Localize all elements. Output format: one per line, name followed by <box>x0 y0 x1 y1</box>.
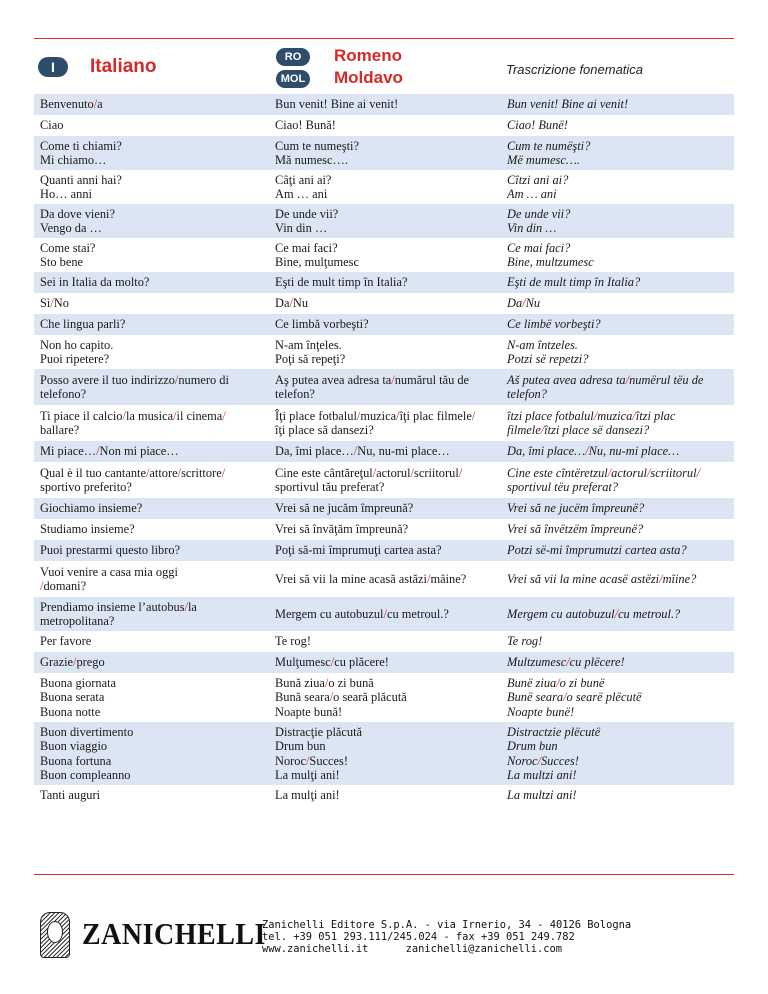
romanian-cell-text: Vrei să învăţăm împreună? <box>275 522 409 537</box>
italian-cell <box>34 238 267 272</box>
romanian-cell-text: Bună ziua/o zi bună Bună seara/o seară plăcută Noapte bună! <box>275 675 407 719</box>
publisher-seal-icon <box>40 912 70 958</box>
column-header <box>34 40 734 92</box>
italian-cell <box>34 293 267 314</box>
slash-separator: / <box>73 655 77 670</box>
slash-separator: / <box>305 753 310 768</box>
publisher-website-link[interactable]: www.zanichelli.it <box>262 943 369 955</box>
phonetic-cell-text: Te rog! <box>507 634 543 649</box>
romanian-cell-text: La mulţi ani! <box>275 788 340 803</box>
romanian-cell <box>267 335 503 369</box>
romanian-cell-text: Ce mai faci? Bine, mulţumesc <box>275 240 359 269</box>
phrase-row <box>34 136 734 170</box>
phrase-row <box>34 94 734 115</box>
phonetic-cell-text: Ce mai faci? Bine, multzumesc <box>507 240 594 269</box>
phrase-row <box>34 722 734 785</box>
italian-cell-text: Prendiamo insieme l’autobus/la metropolitana? <box>40 599 197 628</box>
slash-separator: / <box>632 408 636 423</box>
phonetic-cell-text: Ciao! Bunë! <box>507 118 568 133</box>
italian-column-header <box>38 56 157 78</box>
romanian-cell-text: N-am înţeles. Poţi să repeţi? <box>275 337 346 366</box>
phonetic-cell-text: Da/Nu <box>507 296 541 311</box>
slash-separator: / <box>330 655 335 670</box>
italian-cell-text: Non ho capito. Puoi ripetere? <box>40 337 114 366</box>
slash-separator: / <box>556 675 560 690</box>
phonetic-cell-text: Bunë ziua/o zi bunë Bunë seara/o searë plëcutë Noapte bunë! <box>507 675 642 719</box>
italian-cell <box>34 462 267 498</box>
romanian-cell <box>267 170 503 204</box>
romanian-cell <box>267 540 503 561</box>
italian-cell-text: Vuoi venire a casa mia oggi /domani? <box>40 564 178 593</box>
slash-separator: / <box>410 465 415 480</box>
phrase-row <box>34 597 734 631</box>
romanian-cell <box>267 369 503 405</box>
publisher-address: Zanichelli Editore S.p.A. - via Irnerio, 34 - 40126 Bologna <box>262 919 632 931</box>
phonetic-cell <box>503 597 734 631</box>
romanian-cell-text: Ce limbă vorbeşti? <box>275 317 369 332</box>
phonetic-cell-text: La multzi ani! <box>507 788 577 803</box>
italian-cell <box>34 204 267 238</box>
slash-separator: / <box>383 606 387 621</box>
romanian-cell <box>267 652 503 673</box>
italian-title: Italiano <box>90 56 157 77</box>
phonetic-cell-text: Vrei să ne jucëm împreunë? <box>507 501 645 516</box>
phonetic-cell-text: Eşti de mult timp în Italia? <box>507 275 641 290</box>
phrase-table <box>34 94 734 806</box>
phonetic-cell-text: Cine este cîntëretzul/actorul/scriitorul/ sportivul tëu preferat? <box>507 465 701 494</box>
phonetic-cell <box>503 94 734 115</box>
romanian-cell <box>267 785 503 806</box>
romanian-cell <box>267 204 503 238</box>
phonetic-cell <box>503 441 734 462</box>
romanian-cell <box>267 441 503 462</box>
romanian-cell-text: Câţi ani ai? Am … ani <box>275 172 332 201</box>
romanian-cell-text: De unde vii? Vin din … <box>275 206 339 235</box>
mol-badge: MOL <box>276 70 310 88</box>
romanian-cell <box>267 136 503 170</box>
italian-cell <box>34 673 267 722</box>
italian-cell <box>34 597 267 631</box>
phonetic-cell <box>503 170 734 204</box>
phonetic-cell <box>503 498 734 519</box>
slash-separator: / <box>391 372 395 387</box>
romanian-cell <box>267 561 503 597</box>
italian-cell-text: Qual è il tuo cantante/attore/scrittore/ sportivo preferito? <box>40 465 226 494</box>
phonetic-cell <box>503 540 734 561</box>
italian-cell <box>34 170 267 204</box>
romanian-cell <box>267 115 503 136</box>
romanian-cell-text: Te rog! <box>275 634 311 649</box>
phrase-row <box>34 519 734 540</box>
italian-cell <box>34 272 267 293</box>
slash-separator: / <box>289 296 293 311</box>
phonetic-cell <box>503 722 734 785</box>
italian-cell-text: Buon divertimento Buon viaggio Buona fortuna Buon compleanno <box>40 724 134 782</box>
slash-separator: / <box>563 690 567 705</box>
italian-cell <box>34 498 267 519</box>
romanian-cell-text: Vrei să ne jucăm împreună? <box>275 501 414 516</box>
phonetic-cell-text: Da, îmi place…/Nu, nu-mi place… <box>507 444 680 459</box>
italian-cell-text: Sì/No <box>40 296 69 311</box>
bottom-red-rule <box>34 874 734 875</box>
phrase-row <box>34 335 734 369</box>
italian-cell-text: Che lingua parli? <box>40 317 126 332</box>
phonetic-cell <box>503 272 734 293</box>
slash-separator: / <box>427 571 431 586</box>
phonetic-cell-text: Ce limbë vorbeşti? <box>507 317 601 332</box>
italian-cell <box>34 115 267 136</box>
phonetic-cell <box>503 314 734 335</box>
romanian-cell <box>267 722 503 785</box>
slash-separator: / <box>356 408 361 423</box>
slash-separator: / <box>540 423 545 437</box>
phrase-row <box>34 462 734 498</box>
italian-cell <box>34 369 267 405</box>
phrase-row <box>34 204 734 238</box>
italian-cell-text: Benvenuto/a <box>40 97 103 112</box>
italian-cell-text: Studiamo insieme? <box>40 522 135 537</box>
italian-cell-text: Posso avere il tuo indirizzo/numero di telefono? <box>40 372 229 401</box>
phonetic-cell-text: Potzi së-mi împrumutzi cartea asta? <box>507 543 687 558</box>
romanian-cell <box>267 519 503 540</box>
romanian-cell-text: Îţi place fotbalul/muzica/îţi plac filmele/ îţi place să dansezi? <box>275 408 476 437</box>
italian-cell-text: Grazie/prego <box>40 655 105 670</box>
phonetic-cell <box>503 561 734 597</box>
romanian-cell-text: Da/Nu <box>275 296 309 311</box>
romanian-cell <box>267 673 503 722</box>
publisher-logo <box>40 912 266 958</box>
phonetic-cell <box>503 136 734 170</box>
romanian-cell <box>267 498 503 519</box>
phonetic-cell <box>503 405 734 441</box>
phrase-row <box>34 314 734 335</box>
romanian-cell-text: Mergem cu autobuzul/cu metroul.? <box>275 606 449 621</box>
phrase-row <box>34 115 734 136</box>
italian-cell-text: Come ti chiami? Mi chiamo… <box>40 138 122 167</box>
italian-cell <box>34 94 267 115</box>
slash-separator: / <box>222 408 226 423</box>
romanian-cell <box>267 462 503 498</box>
slash-separator: / <box>93 97 98 112</box>
slash-separator: / <box>324 675 329 690</box>
italian-cell-text: Ciao <box>40 118 64 133</box>
romanian-cell-text: Cine este cântăreţul/actorul/scriitorul/ sportivul tău preferat? <box>275 465 463 494</box>
phonetic-cell <box>503 785 734 806</box>
top-red-rule <box>34 38 734 39</box>
ro-badge: RO <box>276 48 310 66</box>
romanian-cell-text: Da, îmi place…/Nu, nu-mi place… <box>275 444 450 459</box>
romanian-cell <box>267 238 503 272</box>
italian-cell-text: Da dove vieni? Vengo da … <box>40 206 116 235</box>
slash-separator: / <box>40 579 44 593</box>
slash-separator: / <box>659 571 663 586</box>
romanian-cell-text: Distracţie plăcută Drum bun Noroc/Succes! La mulţi ani! <box>275 724 363 782</box>
phrase-row <box>34 561 734 597</box>
italian-badge: I <box>38 57 68 77</box>
slash-separator: / <box>353 444 358 459</box>
publisher-email-link[interactable]: zanichelli@zanichelli.com <box>405 943 562 955</box>
slash-separator: / <box>329 690 334 705</box>
italian-cell-text: Buona giornata Buona serata Buona notte <box>40 675 117 719</box>
phonetic-cell-text: Vrei să învëtzëm împreunë? <box>507 522 644 537</box>
phonetic-cell-text: Mergem cu autobuzul/cu metroul.? <box>507 606 681 621</box>
slash-separator: / <box>614 606 619 621</box>
romanian-cell <box>267 314 503 335</box>
phonetic-cell <box>503 293 734 314</box>
slash-separator: / <box>221 465 226 480</box>
slash-separator: / <box>50 296 54 311</box>
slash-separator: / <box>173 408 177 423</box>
slash-separator: / <box>593 408 598 423</box>
phonetic-cell-text: Cum te numëşti? Më mumesc…. <box>507 138 591 167</box>
phonetic-cell <box>503 519 734 540</box>
italian-cell <box>34 540 267 561</box>
italian-cell <box>34 722 267 785</box>
slash-separator: / <box>96 444 100 459</box>
italian-cell-text: Per favore <box>40 634 92 649</box>
phrase-row <box>34 238 734 272</box>
phrase-row <box>34 652 734 673</box>
slash-separator: / <box>177 465 182 480</box>
romanian-cell-text: Ciao! Bună! <box>275 118 336 133</box>
italian-cell <box>34 314 267 335</box>
phrase-row <box>34 441 734 462</box>
romanian-cell <box>267 293 503 314</box>
romanian-cell-text: Eşti de mult timp în Italia? <box>275 275 408 290</box>
slash-separator: / <box>396 408 400 423</box>
romanian-cell <box>267 597 503 631</box>
romanian-cell <box>267 631 503 652</box>
phrase-row <box>34 272 734 293</box>
italian-cell <box>34 631 267 652</box>
phrase-row <box>34 170 734 204</box>
phonetic-cell-text: îtzi place fotbalul/muzica/îtzi plac filmele/îtzi place së dansezi? <box>507 408 676 437</box>
slash-separator: / <box>646 465 651 480</box>
publisher-contact <box>262 919 632 955</box>
slash-separator: / <box>696 465 701 480</box>
phonetic-cell <box>503 652 734 673</box>
moldovan-title: Moldavo <box>334 68 403 87</box>
phrase-row <box>34 293 734 314</box>
romanian-title: Romeno <box>334 46 402 65</box>
italian-cell <box>34 785 267 806</box>
phonetic-cell <box>503 238 734 272</box>
slash-separator: / <box>184 599 188 614</box>
phonetic-cell-text: Multzumesc/cu plëcere! <box>507 655 625 670</box>
phonetic-cell-text: Bun venit! Bine ai venit! <box>507 97 629 112</box>
romanian-cell-text: Vrei să vii la mine acasă astăzi/mâine? <box>275 571 467 586</box>
romanian-cell <box>267 94 503 115</box>
phonetic-cell <box>503 115 734 136</box>
publisher-web-line <box>262 943 562 955</box>
italian-cell-text: Giochiamo insieme? <box>40 501 143 516</box>
italian-cell-text: Tanti auguri <box>40 788 101 803</box>
phrase-row <box>34 405 734 441</box>
romanian-cell-text: Poţi să-mi împrumuţi cartea asta? <box>275 543 442 558</box>
italian-cell <box>34 561 267 597</box>
phonetic-cell <box>503 204 734 238</box>
phrase-row <box>34 673 734 722</box>
italian-cell <box>34 335 267 369</box>
phrase-row <box>34 785 734 806</box>
italian-cell-text: Quanti anni hai? Ho… anni <box>40 172 122 201</box>
italian-cell <box>34 519 267 540</box>
phonetic-cell <box>503 369 734 405</box>
italian-cell-text: Puoi prestarmi questo libro? <box>40 543 181 558</box>
romanian-cell-text: Aş putea avea adresa ta/numărul tău de telefon? <box>275 372 470 401</box>
slash-separator: / <box>458 465 463 480</box>
phonetic-cell-text: Distractzie plëcutë Drum bun Noroc/Succes! La multzi ani! <box>507 724 601 782</box>
italian-cell-text: Sei in Italia da molto? <box>40 275 150 290</box>
romanian-cell <box>267 272 503 293</box>
slash-separator: / <box>122 408 126 423</box>
phrase-row <box>34 498 734 519</box>
publisher-brand: ZANICHELLI <box>82 917 266 952</box>
romanian-cell-text: Bun venit! Bine ai venit! <box>275 97 399 112</box>
publisher-phone: tel. +39 051 293.111/245.024 - fax +39 051 249.782 <box>262 931 575 943</box>
slash-separator: / <box>585 444 589 459</box>
phonetic-cell <box>503 335 734 369</box>
slash-separator: / <box>372 465 377 480</box>
italian-cell-text: Ti piace il calcio/la musica/il cinema/ ballare? <box>40 408 226 437</box>
phonetic-cell-text: De unde vii? Vin din … <box>507 206 571 235</box>
italian-cell-text: Mi piace…/Non mi piace… <box>40 444 179 459</box>
slash-separator: / <box>471 408 476 423</box>
italian-cell <box>34 441 267 462</box>
phrase-row <box>34 540 734 561</box>
phrase-row <box>34 369 734 405</box>
phonetic-cell-text: Vrei să vii la mine acasë astëzi/mîine? <box>507 571 697 586</box>
italian-cell-text: Come stai? Sto bene <box>40 240 96 269</box>
romanian-cell-text: Mulţumesc/cu plăcere! <box>275 655 389 670</box>
slash-separator: / <box>522 296 526 311</box>
phonetic-cell-text: Cîtzi ani ai? Am … ani <box>507 172 569 201</box>
phonetic-cell <box>503 673 734 722</box>
slash-separator: / <box>625 372 630 387</box>
slash-separator: / <box>174 372 179 387</box>
slash-separator: / <box>607 465 612 480</box>
italian-cell <box>34 652 267 673</box>
romanian-cell-text: Cum te numeşti? Mă numesc…. <box>275 138 359 167</box>
phrase-row <box>34 631 734 652</box>
slash-separator: / <box>566 655 570 670</box>
phonetic-column-header: Trascrizione fonematica <box>506 62 644 77</box>
slash-separator: / <box>537 753 541 768</box>
phonetic-cell-text: Aš putea avea adresa ta/numërul tëu de telefon? <box>507 372 704 401</box>
phonetic-cell <box>503 631 734 652</box>
phonetic-cell-text: N-am întzeles. Potzi së repetzi? <box>507 337 589 366</box>
slash-separator: / <box>145 465 150 480</box>
italian-cell <box>34 405 267 441</box>
phonetic-cell <box>503 462 734 498</box>
romanian-cell <box>267 405 503 441</box>
italian-cell <box>34 136 267 170</box>
